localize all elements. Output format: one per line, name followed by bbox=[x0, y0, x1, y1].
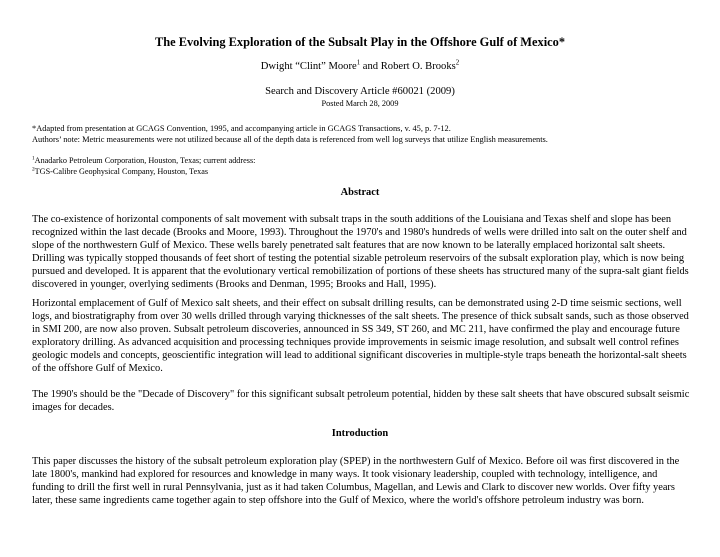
abstract-heading: Abstract bbox=[340, 187, 380, 198]
affiliation-2-mark: 2 bbox=[32, 166, 35, 173]
article-number: Search and Discovery Article #60021 (2009) bbox=[265, 86, 455, 97]
author-2-affiliation-mark: 2 bbox=[455, 59, 460, 67]
introduction-paragraph-1: This paper discusses the history of the subsalt petroleum exploration play (SPEP) in the northwestern Gulf of Mexico. Before oil was first discovered in the late 1800's, mankind had explored for resources and knowledge in many ways. It took visionary leadership, coupled with technology, intelligence, and funding to drill the first well in rural Pennsylvania, just as it had taken Columbus, Magellan, and Lewis and Clark to discover new worlds. Over fifty years later, these same ingredients came together again to step offshore into the Gulf of Mexico, where the world's offshore petroleum industry was born. bbox=[32, 456, 680, 507]
affiliation-1-text: Anadarko Petroleum Corporation, Houston, Texas; current address: bbox=[34, 156, 256, 165]
posted-date: Posted March 28, 2009 bbox=[321, 99, 399, 108]
author-line bbox=[0, 61, 720, 72]
adaptation-note: *Adapted from presentation at GCAGS Convention, 1995, and accompanying article in GCAGS Transactions, v. 45, p. 7-12. bbox=[32, 124, 451, 133]
abstract-paragraph-1: The co-existence of horizontal components of salt movement with subsalt traps in the south additions of the Louisiana and Texas shelf and slope has been recognized within the last decade (Brooks and Moore, 1993). Throughout the 1970's and 1980's hundreds of wells were drilled into salt on the outer shelf and slope of the northwestern Gulf of Mexico. These wells barely penetrated salt features that are now known to be laterally emplaced horizontal salt sheets. Drilling was typically stopped thousands of feet short of testing the potential sizable petroleum reservoirs of the subsalt exploration play, which is now being pursued and developed. It is apparent that the evolutionary vertical remobilization of portions of these sheets has structured many of the supra-salt giant fields discovered in younger, overlying sediments (Brooks and Denman, 1995; Brooks and Hall, 1995). bbox=[32, 214, 689, 291]
abstract-paragraph-3: The 1990's should be the "Decade of Discovery" for this significant subsalt petroleum potential, hidden by these salt sheets that have obscured subsalt seismic images for decades. bbox=[32, 389, 690, 414]
authors-note: Authors’ note: Metric measurements were not utilized because all of the depth data is referenced from well log surveys that utilize English measurements. bbox=[32, 135, 548, 144]
author-connector: and Robert O. Brooks bbox=[360, 61, 456, 72]
abstract-paragraph-2: Horizontal emplacement of Gulf of Mexico salt sheets, and their effect on subsalt drilling results, can be demonstrated using 2-D time seismic sections, well logs, and biostratigraphy from over 30 wells drilled through varying thicknesses of the salt sheets. The presence of thick subsalt sands, such as those observed in SMI 200, are now also proven. Subsalt petroleum discoveries, announced in SS 349, ST 260, and MC 211, have confirmed the play and encourage future exploratory drilling. As advanced acquisition and processing techniques provide improvements in seismic image resolution, and subsalt well control refines geologic models and concepts, geoscientific integration will lead to additional significant discoveries in multiple-style traps beneath the horizontal-salt sheets of the offshore Gulf of Mexico. bbox=[32, 298, 689, 375]
paper-title: The Evolving Exploration of the Subsalt Play in the Offshore Gulf of Mexico* bbox=[154, 35, 566, 49]
author-1-name: Dwight “Clint” Moore bbox=[260, 61, 357, 72]
affiliation-2-text: TGS-Calibre Geophysical Company, Houston, Texas bbox=[34, 167, 209, 176]
affiliation-2 bbox=[32, 167, 692, 176]
affiliation-1-mark: 1 bbox=[32, 155, 35, 162]
author-1-affiliation-mark: 1 bbox=[356, 59, 361, 67]
introduction-heading: Introduction bbox=[331, 428, 389, 439]
affiliation-1 bbox=[32, 156, 692, 165]
